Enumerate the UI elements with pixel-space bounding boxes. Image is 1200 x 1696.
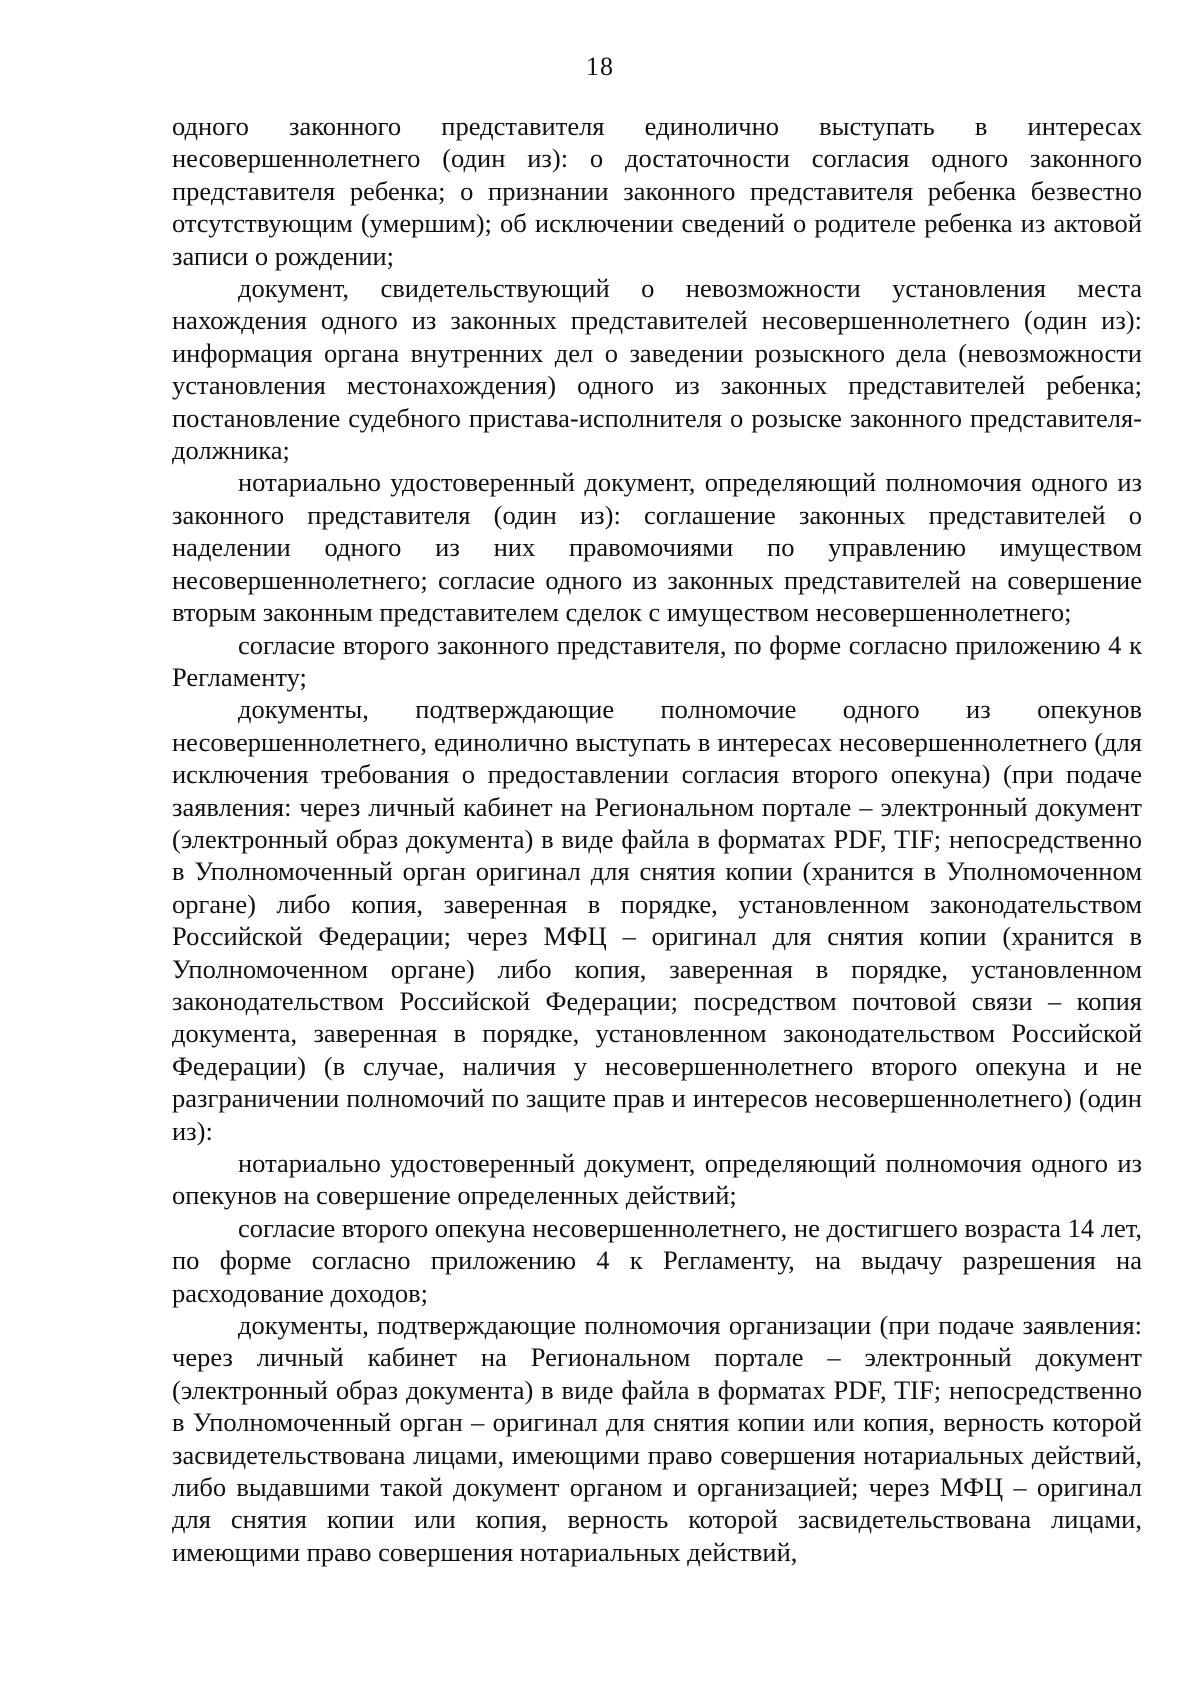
paragraph-continuation: одного законного представителя единолично выступать в интересах несовершеннолетнего (один из): о достаточности согласия одного законного представителя ребенка; о признании законного представителя ребенка безвестно отсутствующим (умершим); об исключении сведений о родителе ребенка из актовой записи о рождении; [172,111,1142,271]
paragraph-notarial-document: нотариально удостоверенный документ, определяющий полномочия одного из законного представителя (один из): соглашение законных представителей о наделении одного из них правомочиями по управлению имуществом несовершеннолетнего; согласие одного из законных представителей на совершение вторым законным представителем сделок с имуществом несовершеннолетнего; [172,467,1142,628]
paragraph-guardian-authority: документы, подтверждающие полномочие одного из опекунов несовершеннолетнего, единолично выступать в интересах несовершеннолетнего (для исключения требования о предоставлении согласия второго опекуна) (при подаче заявления: через личный кабинет на Региональном портале – электронный документ (электронный образ документа) в виде файла в форматах PDF, TIF; непосредственно в Уполномоченный орган оригинал для снятия копии (хранится в Уполномоченном органе) либо копия, заверенная в порядке, установленном законодательством Российской Федерации; через МФЦ – оригинал для снятия копии (хранится в Уполномоченном органе) либо копия, заверенная в порядке, установленном законодательством Российской Федерации; посредством почтовой связи – копия документа, заверенная в порядке, установленном законодательством Российской Федерации) (в случае, наличия у несовершеннолетнего второго опекуна и не разграничении полномочий по защите прав и интересов несовершеннолетнего) (один из): [172,694,1142,1146]
paragraph-organization-authority: документы, подтверждающие полномочия организации (при подаче заявления: через личный кабинет на Региональном портале – электронный документ (электронный образ документа) в виде файла в форматах PDF, TIF; непосредственно в Уполномоченный орган – оригинал для снятия копии или копия, верность которой засвидетельствована лицами, имеющими право совершения нотариальных действий, либо выдавшими такой документ органом и организацией; через МФЦ – оригинал для снятия копии или копия, верность которой засвидетельствована лицами, имеющими право совершения нотариальных действий, [172,1310,1142,1567]
page-number: 18 [586,52,614,81]
paragraph-search-document: документ, свидетельствующий о невозможности установления места нахождения одного из законных представителей несовершеннолетнего (один из): информация органа внутренних дел о заведении розыскного дела (невозможности установления местонахождения) одного из законных представителей ребенка; постановление судебного пристава-исполнителя о розыске законного представителя-должника; [172,273,1142,466]
paragraph-guardian-notarial-document: нотариально удостоверенный документ, определяющий полномочия одного из опекунов на совершение определенных действий; [172,1148,1142,1211]
paragraph-second-representative-consent: согласие второго законного представителя, по форме согласно приложению 4 к Регламенту; [172,629,1142,692]
paragraph-second-guardian-consent: согласие второго опекуна несовершеннолетнего, не достигшего возраста 14 лет, по форме согласно приложению 4 к Регламенту, на выдачу разрешения на расходование доходов; [172,1212,1142,1308]
document-body [172,110,1142,1568]
